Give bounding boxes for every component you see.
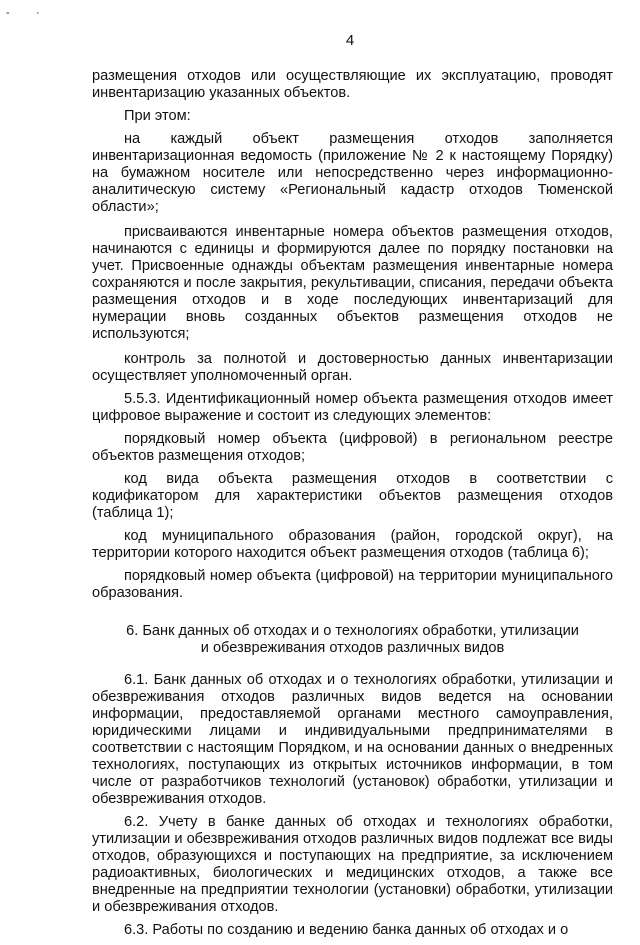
scan-mark: - [6,7,10,19]
paragraph: 6.2. Учету в банке данных об отходах и технологиях обработки, утилизации и обезвреживания отходов различных видов подлежат все виды отходов, образующихся и поступающих на предприятие, за исключением радиоактивных, биологических и медицинских отходов, а также все внедренные на предприятии технологии (установки) обработки, утилизации и обезвреживания отходов. [92,814,613,915]
paragraph: 5.5.3. Идентификационный номер объекта размещения отходов имеет цифровое выражение и состоит из следующих элементов: [92,391,613,424]
paragraph: 6.3. Работы по созданию и ведению банка данных об отходах и о [124,922,569,938]
paragraph: 6.1. Банк данных об отходах и о технологиях обработки, утилизации и обезвреживания отходов различных видов ведется на основании информации, предоставляемой органами местного самоуправления, юридическими лицами и индивидуальными предпринимателями в соответствии с настоящим Порядком, и на основании данных о внедренных технологиях, поступающих из открытых источников информации, в том числе от разработчиков технологий (установок) обработки, утилизации и обезвреживания отходов. [92,672,613,807]
paragraph: порядковый номер объекта (цифровой) на территории муниципального образования. [92,568,613,601]
document-body [92,68,613,945]
page-number: 4 [345,32,355,49]
paragraph: контроль за полнотой и достоверностью данных инвентаризации осуществляет уполномоченный орган. [92,351,613,384]
paragraph: размещения отходов или осуществляющие их эксплуатацию, проводят инвентаризацию указанных объектов. [92,68,613,101]
paragraph: на каждый объект размещения отходов заполняется инвентаризационная ведомость (приложение № 2 к настоящему Порядку) на бумажном носителе или непосредственно через информационно-аналитическую систему «Региональный кадастр отходов Тюменской области»; [92,131,613,215]
paragraph: При этом: [124,108,191,124]
paragraph: код вида объекта размещения отходов в соответствии с кодификатором для характеристики объектов размещения отходов (таблица 1); [92,471,613,521]
scan-mark: · [36,7,40,19]
paragraph: присваиваются инвентарные номера объектов размещения отходов, начинаются с единицы и формируются далее по порядку постановки на учет. Присвоенные однажды объектам размещения инвентарные номера сохраняются и после закрытия, рекультивации, списания, передачи объекта размещения отходов и в ходе последующих инвентаризаций для нумерации вновь созданных объектов размещения отходов не используются; [92,224,613,342]
paragraph: порядковый номер объекта (цифровой) в региональном реестре объектов размещения отходов; [92,431,613,464]
paragraph: код муниципального образования (район, городской округ), на территории которого находится объект размещения отходов (таблица 6); [92,528,613,561]
section-heading [92,623,613,657]
section-heading-line: и обезвреживания отходов различных видов [200,640,505,656]
section-heading-line: 6. Банк данных об отходах и о технологиях обработки, утилизации [126,623,579,639]
